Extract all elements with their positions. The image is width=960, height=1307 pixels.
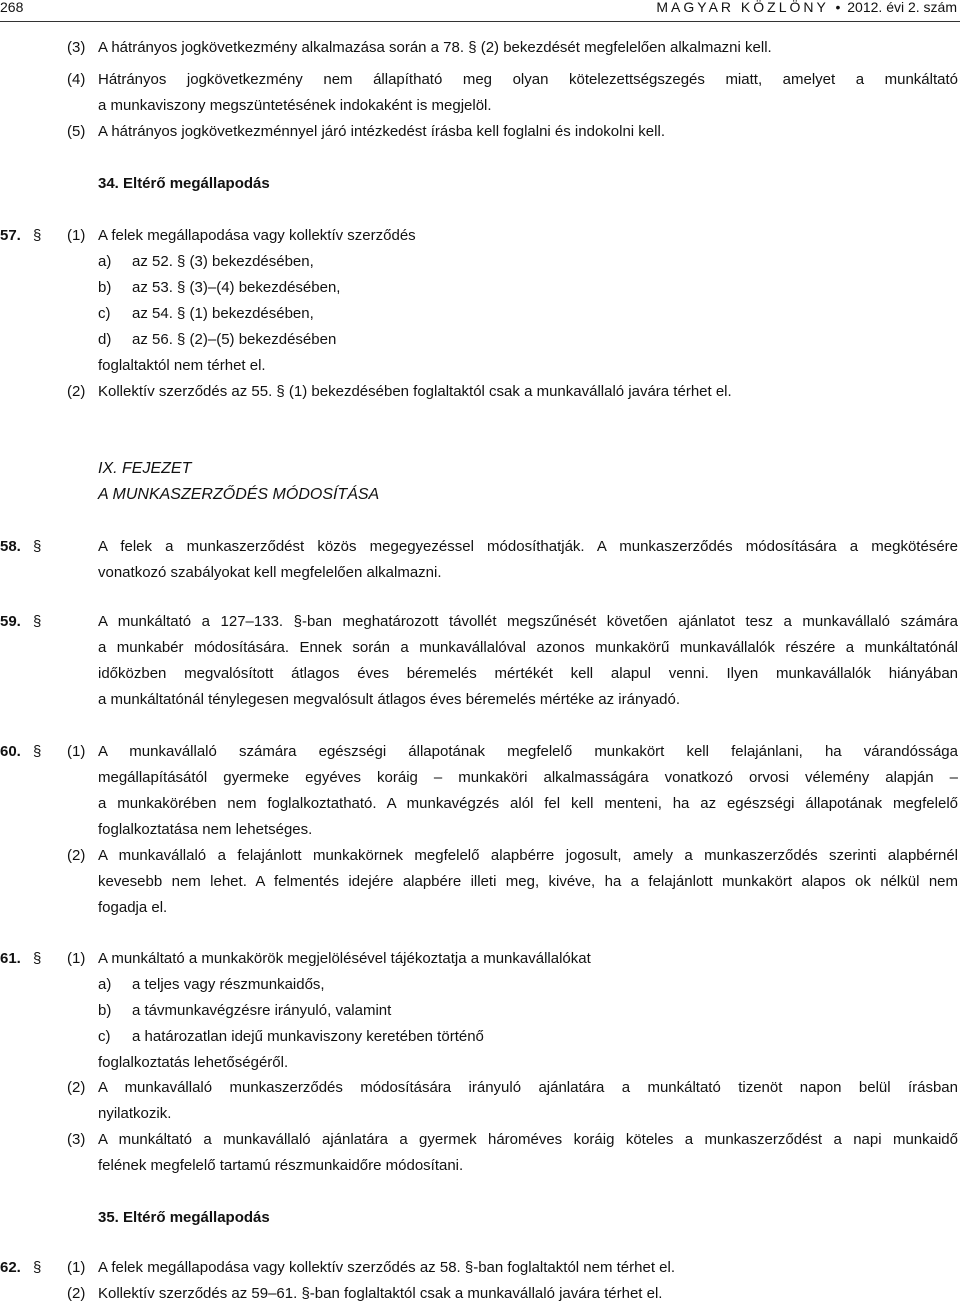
para-text: a munkabér módosítására. Ennek során a munkavállalóval azonos munkakörű munkavállalók részére a munkáltatónál <box>98 639 958 656</box>
para-text: megállapításától gyermeke egyéves koráig – munkaköri alkalmasságára vonatkozó orvosi vélemény alapján – <box>98 769 958 786</box>
list-letter: b) <box>98 279 112 296</box>
page-number: 268 <box>0 0 24 15</box>
section-number: 61. <box>0 950 21 967</box>
para-text: foglalkoztatás lehetőségéről. <box>98 1054 289 1071</box>
list-letter: a) <box>98 976 112 993</box>
section-number: 62. <box>0 1259 21 1276</box>
para-num: (1) <box>67 743 86 760</box>
para-text: a munkáltatónál ténylegesen megvalósult átlagos éves béremelés mértéke az irányadó. <box>98 691 680 708</box>
para-text: a munkaviszony megszüntetésének indokaként is megjelöl. <box>98 97 492 114</box>
section-number: 60. <box>0 743 21 760</box>
header-rule <box>0 21 960 22</box>
list-item: az 53. § (3)–(4) bekezdésében, <box>132 279 341 296</box>
para-text: A felek megállapodása vagy kollektív szerződés <box>98 227 416 244</box>
list-letter: a) <box>98 253 112 270</box>
chapter-title: A MUNKASZERZŐDÉS MÓDOSÍTÁSA <box>98 486 380 503</box>
section-sign: § <box>33 227 42 244</box>
para-text: vonatkozó szabályokat kell megfelelően alkalmazni. <box>98 564 442 581</box>
para-text: Kollektív szerződés az 59–61. §-ban foglaltaktól csak a munkavállaló javára térhet el. <box>98 1285 663 1302</box>
para-text: A munkáltató a munkavállaló ajánlatára a gyermek hároméves koráig köteles a munkaszerződést a napi munkaidő <box>98 1131 958 1148</box>
section-sign: § <box>33 613 42 630</box>
para-text: felének megfelelő tartamú részmunkaidőre módosítani. <box>98 1157 464 1174</box>
chapter-label: IX. FEJEZET <box>98 460 192 477</box>
para-text: A hátrányos jogkövetkezmény alkalmazása során a 78. § (2) bekezdését megfelelően alkalmazni kell. <box>98 39 772 56</box>
section-number: 57. <box>0 227 21 244</box>
para-text: A munkavállaló a felajánlott munkakörnek megfelelő alapbérre jogosult, amely a munkaszerződés szerinti alapbérnél <box>98 847 958 864</box>
para-text: A felek megállapodása vagy kollektív szerződés az 58. §-ban foglaltaktól nem térhet el. <box>98 1259 675 1276</box>
list-letter: c) <box>98 1028 111 1045</box>
section-heading: 35. Eltérő megállapodás <box>98 1209 270 1226</box>
para-text: A felek a munkaszerződést közös megegyezéssel módosíthatják. A munkaszerződés módosítására a megkötésére <box>98 538 958 555</box>
para-num: (3) <box>67 1131 86 1148</box>
para-text: foglalkoztatása nem lehetséges. <box>98 821 313 838</box>
para-text: fogadja el. <box>98 899 168 916</box>
para-text: foglaltaktól nem térhet el. <box>98 357 266 374</box>
running-header <box>656 0 957 14</box>
para-num: (5) <box>67 123 86 140</box>
para-num: (1) <box>67 1259 86 1276</box>
list-letter: d) <box>98 331 112 348</box>
para-num: (4) <box>67 71 86 88</box>
section-heading: 34. Eltérő megállapodás <box>98 175 270 192</box>
header-bullet: • <box>835 0 841 15</box>
para-text: A munkáltató a munkakörök megjelölésével tájékoztatja a munkavállalókat <box>98 950 591 967</box>
para-text: A munkavállaló munkaszerződés módosítására irányuló ajánlatára a munkáltató tizenöt napon belül írásban <box>98 1079 958 1096</box>
list-letter: c) <box>98 305 111 322</box>
section-number: 58. <box>0 538 21 555</box>
list-item: az 54. § (1) bekezdésében, <box>132 305 314 322</box>
para-num: (1) <box>67 950 86 967</box>
para-text: kevesebb nem lehet. A felmentés idejére alapbére illeti meg, kivéve, ha a felajánlott munkakört alapos ok nélkül nem <box>98 873 958 890</box>
para-text: A munkáltató a 127–133. §-ban meghatározott távollét megszűnését követően ajánlatot tesz a munkavállaló számára <box>98 613 958 630</box>
para-text: a munkakörében nem foglalkoztatható. A munkavégzés alól fel kell menteni, ha az egészségi állapotának megfelelő <box>98 795 958 812</box>
list-item: az 56. § (2)–(5) bekezdésében <box>132 331 337 348</box>
para-num: (2) <box>67 1079 86 1096</box>
para-text: A munkavállaló számára egészségi állapotának megfelelő munkakört kell felajánlani, ha várandóssága <box>98 743 958 760</box>
para-text: időközben megvalósított átlagos éves béremelés mértékét kell alapul venni. Ilyen munkavállalók hiányában <box>98 665 958 682</box>
para-text: Hátrányos jogkövetkezmény nem állapítható meg olyan kötelezettségszegés miatt, amelyet a munkáltató <box>98 71 958 88</box>
list-item: a határozatlan idejű munkaviszony keretében történő <box>132 1028 484 1045</box>
list-item: a teljes vagy részmunkaidős, <box>132 976 325 993</box>
issue-label: 2012. évi 2. szám <box>847 0 957 15</box>
para-num: (2) <box>67 847 86 864</box>
section-sign: § <box>33 743 42 760</box>
section-sign: § <box>33 1259 42 1276</box>
section-number: 59. <box>0 613 21 630</box>
para-num: (2) <box>67 1285 86 1302</box>
para-num: (3) <box>67 39 86 56</box>
para-num: (2) <box>67 383 86 400</box>
section-sign: § <box>33 950 42 967</box>
section-sign: § <box>33 538 42 555</box>
journal-title: MAGYAR KÖZLÖNY <box>656 0 829 15</box>
para-num: (1) <box>67 227 86 244</box>
list-item: a távmunkavégzésre irányuló, valamint <box>132 1002 392 1019</box>
para-text: nyilatkozik. <box>98 1105 172 1122</box>
para-text: Kollektív szerződés az 55. § (1) bekezdésében foglaltaktól csak a munkavállaló javára térhet el. <box>98 383 732 400</box>
list-letter: b) <box>98 1002 112 1019</box>
para-text: A hátrányos jogkövetkezménnyel járó intézkedést írásba kell foglalni és indokolni kell. <box>98 123 665 140</box>
list-item: az 52. § (3) bekezdésében, <box>132 253 314 270</box>
